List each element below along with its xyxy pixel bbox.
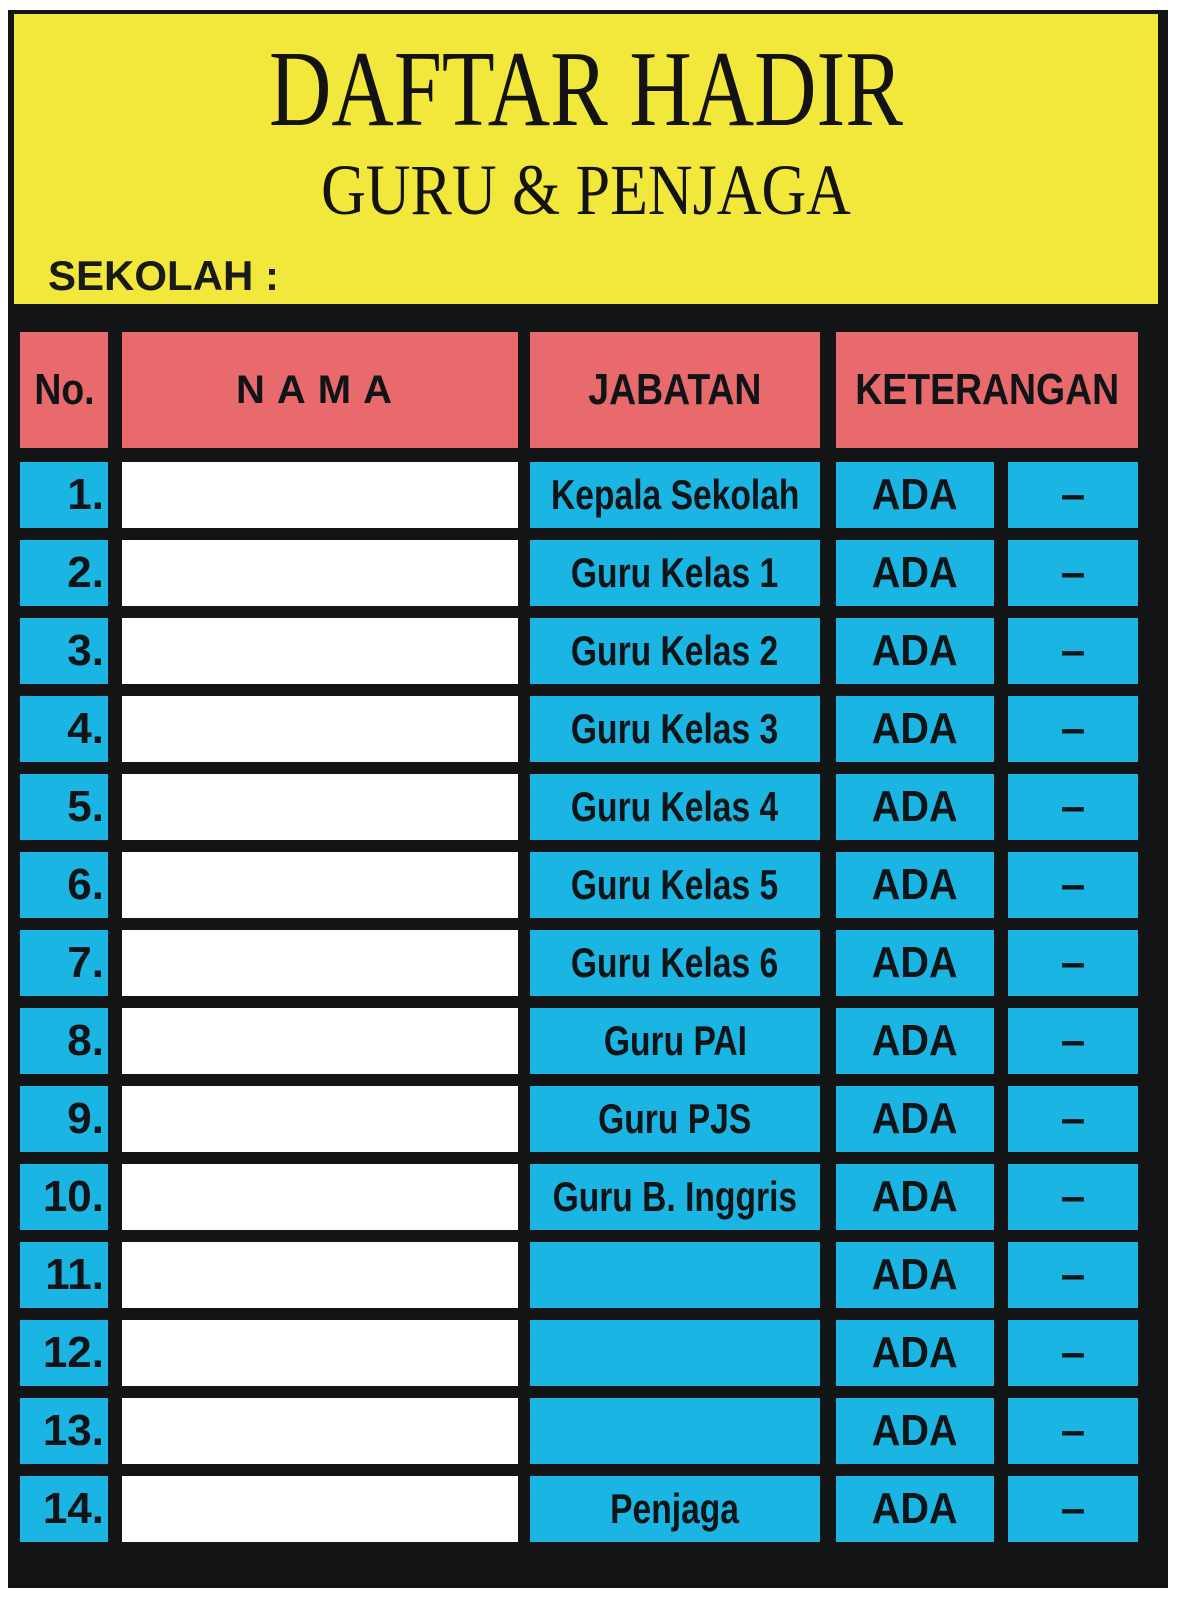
column-header-no-label: No. xyxy=(33,365,95,414)
row-number: 6. xyxy=(20,852,108,918)
table-row xyxy=(8,1008,1168,1074)
position-cell xyxy=(530,852,820,918)
note-cell: – xyxy=(1008,930,1138,996)
note-cell: – xyxy=(1008,1164,1138,1230)
position-label: Guru Kelas 4 xyxy=(571,783,779,830)
table-row xyxy=(8,1398,1168,1464)
note-cell: – xyxy=(1008,1398,1138,1464)
row-number: 12. xyxy=(20,1320,108,1386)
row-number: 7. xyxy=(20,930,108,996)
page-title: DAFTAR HADIR xyxy=(269,30,903,149)
note-cell: – xyxy=(1008,1476,1138,1542)
row-number: 9. xyxy=(20,1086,108,1152)
note-cell: – xyxy=(1008,462,1138,528)
row-number: 8. xyxy=(20,1008,108,1074)
status-cell xyxy=(836,618,994,684)
position-label: Guru Kelas 3 xyxy=(571,705,779,752)
position-cell xyxy=(530,462,820,528)
row-number: 11. xyxy=(20,1242,108,1308)
status-label: ADA xyxy=(872,470,958,519)
name-field[interactable] xyxy=(122,1320,518,1386)
status-label: ADA xyxy=(872,1406,958,1455)
status-label: ADA xyxy=(872,860,958,909)
status-cell xyxy=(836,1398,994,1464)
name-field[interactable] xyxy=(122,540,518,606)
status-cell xyxy=(836,1476,994,1542)
column-header-nama-label: NAMA xyxy=(236,367,404,412)
table-row xyxy=(8,1164,1168,1230)
name-field[interactable] xyxy=(122,1242,518,1308)
position-cell xyxy=(530,1320,820,1386)
row-number: 3. xyxy=(20,618,108,684)
column-header-keterangan-label: KETERANGAN xyxy=(855,365,1119,414)
row-number: 13. xyxy=(20,1398,108,1464)
page-subtitle: GURU & PENJAGA xyxy=(321,150,851,230)
status-label: ADA xyxy=(872,1250,958,1299)
name-field[interactable] xyxy=(122,930,518,996)
name-field[interactable] xyxy=(122,1086,518,1152)
status-label: ADA xyxy=(872,704,958,753)
table-row xyxy=(8,852,1168,918)
table-row xyxy=(8,540,1168,606)
status-cell xyxy=(836,1008,994,1074)
position-label: Kepala Sekolah xyxy=(550,471,800,518)
table-row xyxy=(8,462,1168,528)
status-label: ADA xyxy=(872,782,958,831)
column-header-nama xyxy=(122,332,518,448)
column-header-keterangan xyxy=(836,332,1138,448)
name-field[interactable] xyxy=(122,1164,518,1230)
note-cell: – xyxy=(1008,696,1138,762)
name-field[interactable] xyxy=(122,618,518,684)
table-row xyxy=(8,774,1168,840)
position-cell xyxy=(530,1398,820,1464)
name-field[interactable] xyxy=(122,852,518,918)
name-field[interactable] xyxy=(122,1476,518,1542)
row-number: 1. xyxy=(20,462,108,528)
note-cell: – xyxy=(1008,1086,1138,1152)
status-cell xyxy=(836,774,994,840)
note-cell: – xyxy=(1008,1008,1138,1074)
status-label: ADA xyxy=(872,938,958,987)
table-row xyxy=(8,696,1168,762)
column-header-jabatan-label: JABATAN xyxy=(588,365,762,414)
position-label: Guru PAI xyxy=(603,1017,747,1064)
status-cell xyxy=(836,1320,994,1386)
position-cell xyxy=(530,930,820,996)
note-cell: – xyxy=(1008,852,1138,918)
table-row xyxy=(8,618,1168,684)
table-row xyxy=(8,1086,1168,1152)
position-label: Guru PJS xyxy=(598,1095,752,1142)
table-row xyxy=(8,1242,1168,1308)
status-label: ADA xyxy=(872,1016,958,1065)
school-label: SEKOLAH : xyxy=(48,252,279,299)
position-cell xyxy=(530,696,820,762)
position-label: Penjaga xyxy=(610,1485,740,1532)
status-cell xyxy=(836,540,994,606)
position-cell xyxy=(530,618,820,684)
row-number: 10. xyxy=(20,1164,108,1230)
status-label: ADA xyxy=(872,548,958,597)
column-header-no xyxy=(20,332,108,448)
name-field[interactable] xyxy=(122,1008,518,1074)
position-cell xyxy=(530,1242,820,1308)
status-cell xyxy=(836,696,994,762)
row-number: 4. xyxy=(20,696,108,762)
note-cell: – xyxy=(1008,618,1138,684)
position-label: Guru B. Inggris xyxy=(552,1173,798,1220)
note-cell: – xyxy=(1008,540,1138,606)
name-field[interactable] xyxy=(122,1398,518,1464)
status-cell xyxy=(836,852,994,918)
status-label: ADA xyxy=(872,626,958,675)
note-cell: – xyxy=(1008,1320,1138,1386)
status-cell xyxy=(836,462,994,528)
position-label: Guru Kelas 5 xyxy=(571,861,779,908)
table-row xyxy=(8,930,1168,996)
name-field[interactable] xyxy=(122,696,518,762)
note-cell: – xyxy=(1008,1242,1138,1308)
position-cell xyxy=(530,1476,820,1542)
row-number: 14. xyxy=(20,1476,108,1542)
status-label: ADA xyxy=(872,1484,958,1533)
status-label: ADA xyxy=(872,1328,958,1377)
status-label: ADA xyxy=(872,1172,958,1221)
note-cell: – xyxy=(1008,774,1138,840)
row-number: 2. xyxy=(20,540,108,606)
attendance-board xyxy=(8,10,1168,1588)
position-cell xyxy=(530,774,820,840)
position-cell xyxy=(530,1086,820,1152)
status-label: ADA xyxy=(872,1094,958,1143)
position-cell xyxy=(530,1008,820,1074)
table-row xyxy=(8,1476,1168,1542)
position-cell xyxy=(530,1164,820,1230)
status-cell xyxy=(836,1164,994,1230)
position-label: Guru Kelas 1 xyxy=(571,549,779,596)
name-field[interactable] xyxy=(122,774,518,840)
title-panel xyxy=(14,14,1158,304)
position-cell xyxy=(530,540,820,606)
row-number: 5. xyxy=(20,774,108,840)
status-cell xyxy=(836,1086,994,1152)
position-label: Guru Kelas 6 xyxy=(571,939,779,986)
status-cell xyxy=(836,1242,994,1308)
position-label: Guru Kelas 2 xyxy=(571,627,779,674)
status-cell xyxy=(836,930,994,996)
table-row xyxy=(8,1320,1168,1386)
name-field[interactable] xyxy=(122,462,518,528)
column-header-jabatan xyxy=(530,332,820,448)
